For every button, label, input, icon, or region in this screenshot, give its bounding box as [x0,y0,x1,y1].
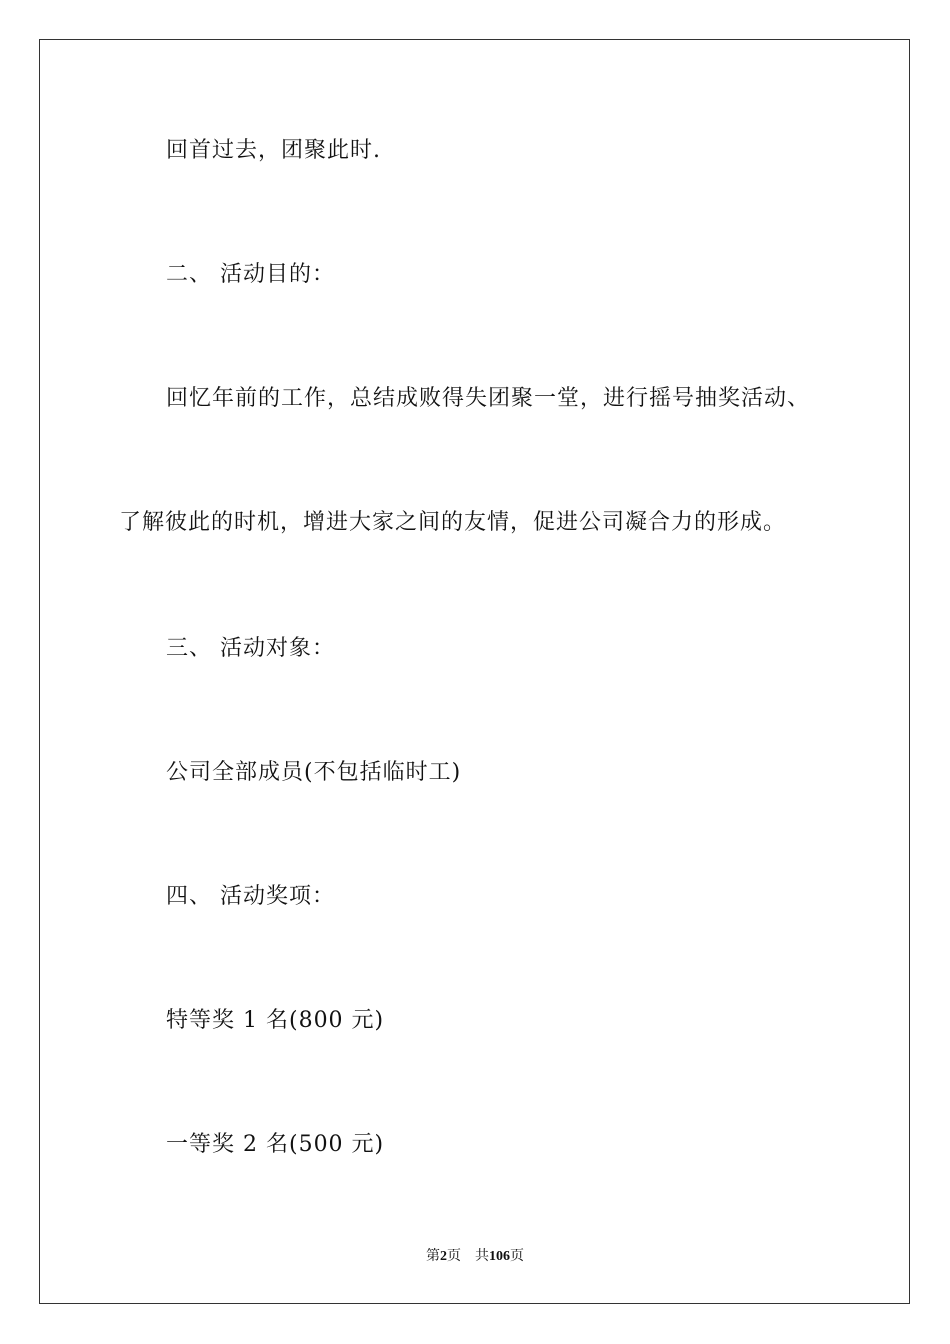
footer-total-prefix: 共 [475,1249,489,1264]
page-border [39,39,910,1304]
prize-item-first: 一等奖 2 名(500 元) [166,1132,385,1157]
footer-total-pages: 106 [489,1249,510,1264]
footer-page-number: 2 [440,1249,447,1264]
body-line-intro: 回首过去，团聚此时. [166,138,381,163]
section-heading-audience: 三、 活动对象： [166,636,335,661]
footer-page-prefix: 第 [426,1249,440,1264]
body-line-purpose-2: 了解彼此的时机，增进大家之间的友情，促进公司凝合力的形成。 [119,510,787,535]
section-heading-purpose: 二、 活动目的： [166,262,335,287]
prize-item-special: 特等奖 1 名(800 元) [166,1008,385,1033]
page-footer [0,1248,950,1266]
section-heading-prizes: 四、 活动奖项： [166,884,335,909]
footer-total-suffix: 页 [510,1249,524,1264]
body-line-audience: 公司全部成员(不包括临时工) [166,760,462,785]
body-line-purpose-1: 回忆年前的工作，总结成败得失团聚一堂，进行摇号抽奖活动、 [166,386,811,411]
footer-page-suffix: 页 [447,1249,461,1264]
